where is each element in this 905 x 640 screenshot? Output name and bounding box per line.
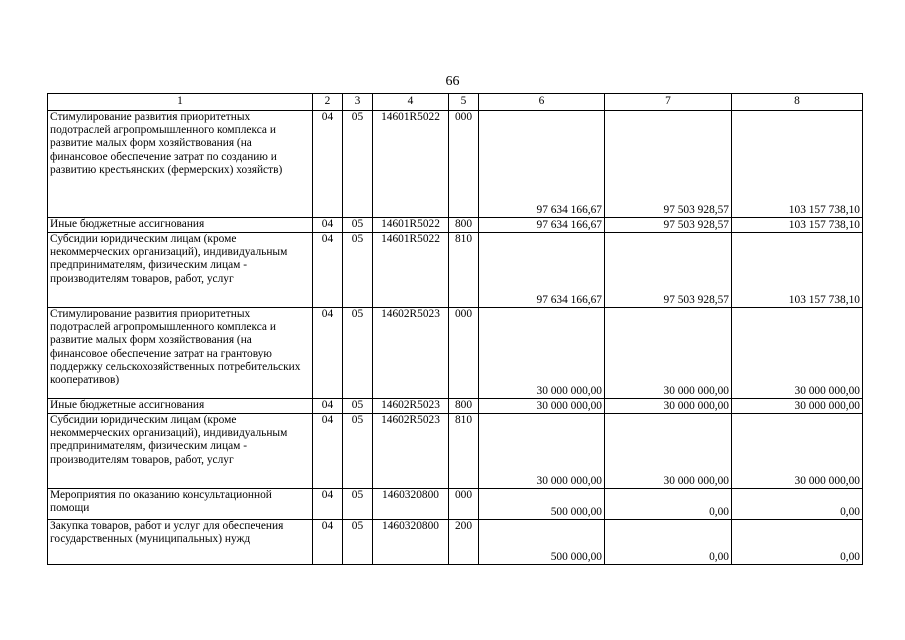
table-row [48,218,863,233]
row-target-article: 14602R5023 [373,414,449,489]
row-expense-type: 810 [449,414,479,489]
row-amount-col6: 30 000 000,00 [479,308,605,399]
table-row [48,111,863,218]
row-amount-col7: 0,00 [605,520,732,565]
row-subsection: 05 [343,111,373,218]
column-header: 5 [449,94,479,111]
row-expense-type: 810 [449,233,479,308]
table-header-row [48,94,863,111]
row-expense-type: 000 [449,111,479,218]
column-header: 7 [605,94,732,111]
row-amount-col7: 0,00 [605,489,732,520]
row-section: 04 [313,489,343,520]
row-amount-col7: 97 503 928,57 [605,218,732,233]
column-header: 8 [732,94,863,111]
column-header: 6 [479,94,605,111]
row-name: Мероприятия по оказанию консультационной помощи [48,489,313,520]
column-header: 2 [313,94,343,111]
row-amount-col6: 30 000 000,00 [479,399,605,414]
row-section: 04 [313,414,343,489]
row-amount-col7: 30 000 000,00 [605,399,732,414]
row-amount-col8: 103 157 738,10 [732,218,863,233]
budget-table [47,93,863,565]
row-target-article: 14601R5022 [373,233,449,308]
row-target-article: 14602R5023 [373,399,449,414]
row-subsection: 05 [343,399,373,414]
row-amount-col7: 30 000 000,00 [605,414,732,489]
row-target-article: 14602R5023 [373,308,449,399]
table-row [48,520,863,565]
table-row [48,233,863,308]
row-subsection: 05 [343,489,373,520]
row-amount-col8: 0,00 [732,489,863,520]
row-expense-type: 800 [449,218,479,233]
table-row [48,414,863,489]
row-subsection: 05 [343,308,373,399]
row-name: Стимулирование развития приоритетных подотраслей агропромышленного комплекса и развитие малых форм хозяйствования (на финансовое обеспечение затрат по созданию и развитию крестьянских (фермерских) хозяйств) [48,111,313,218]
row-name: Иные бюджетные ассигнования [48,399,313,414]
row-expense-type: 000 [449,308,479,399]
row-section: 04 [313,233,343,308]
row-section: 04 [313,308,343,399]
row-name: Стимулирование развития приоритетных подотраслей агропромышленного комплекса и развитие малых форм хозяйствования (на финансовое обеспечение затрат на грантовую поддержку сельскохозяйственных потребительских кооперативов) [48,308,313,399]
row-subsection: 05 [343,233,373,308]
row-amount-col8: 30 000 000,00 [732,399,863,414]
row-amount-col8: 103 157 738,10 [732,111,863,218]
row-target-article: 1460320800 [373,489,449,520]
table-row [48,308,863,399]
row-name: Субсидии юридическим лицам (кроме некоммерческих организаций), индивидуальным предпринимателям, физическим лицам - производителям товаров, работ, услуг [48,414,313,489]
table-row [48,399,863,414]
table-row [48,489,863,520]
row-expense-type: 000 [449,489,479,520]
row-target-article: 14601R5022 [373,111,449,218]
row-amount-col6: 97 634 166,67 [479,233,605,308]
row-name: Иные бюджетные ассигнования [48,218,313,233]
row-section: 04 [313,218,343,233]
page-number: 66 [445,74,460,89]
row-amount-col6: 500 000,00 [479,520,605,565]
column-header: 1 [48,94,313,111]
row-amount-col6: 30 000 000,00 [479,414,605,489]
row-target-article: 14601R5022 [373,218,449,233]
row-amount-col7: 97 503 928,57 [605,111,732,218]
row-amount-col6: 500 000,00 [479,489,605,520]
row-expense-type: 800 [449,399,479,414]
row-section: 04 [313,520,343,565]
row-subsection: 05 [343,414,373,489]
row-target-article: 1460320800 [373,520,449,565]
row-amount-col7: 97 503 928,57 [605,233,732,308]
row-section: 04 [313,111,343,218]
row-name: Закупка товаров, работ и услуг для обеспечения государственных (муниципальных) нужд [48,520,313,565]
column-header: 3 [343,94,373,111]
row-subsection: 05 [343,520,373,565]
row-amount-col8: 103 157 738,10 [732,233,863,308]
row-amount-col6: 97 634 166,67 [479,111,605,218]
row-subsection: 05 [343,218,373,233]
row-name: Субсидии юридическим лицам (кроме некоммерческих организаций), индивидуальным предпринимателям, физическим лицам - производителям товаров, работ, услуг [48,233,313,308]
row-amount-col8: 0,00 [732,520,863,565]
row-amount-col7: 30 000 000,00 [605,308,732,399]
row-expense-type: 200 [449,520,479,565]
row-section: 04 [313,399,343,414]
column-header: 4 [373,94,449,111]
row-amount-col6: 97 634 166,67 [479,218,605,233]
row-amount-col8: 30 000 000,00 [732,414,863,489]
row-amount-col8: 30 000 000,00 [732,308,863,399]
